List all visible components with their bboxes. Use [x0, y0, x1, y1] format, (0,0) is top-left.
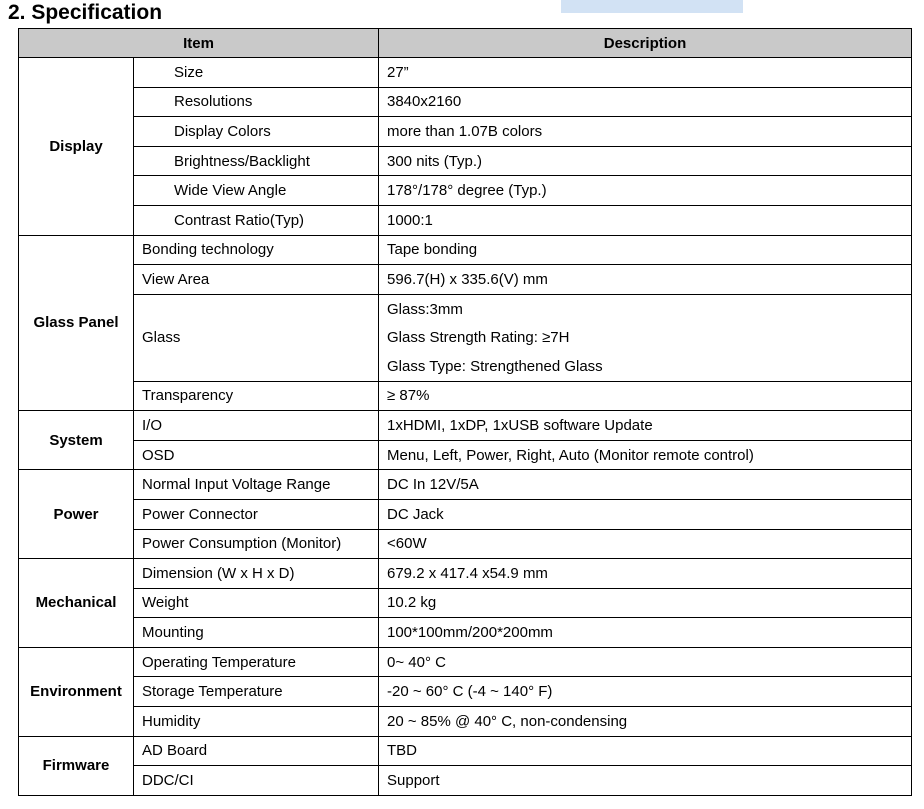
header-description: Description [379, 29, 912, 58]
row-desc: -20 ~ 60° C (-4 ~ 140° F) [379, 677, 912, 707]
section-title: 2. Specification [8, 1, 163, 24]
row-item: OSD [134, 440, 379, 470]
row-desc: 178°/178° degree (Typ.) [379, 176, 912, 206]
category-mechanical: Mechanical [19, 559, 134, 648]
row-desc: Glass Type: Strengthened Glass [379, 352, 912, 381]
row-desc: 679.2 x 417.4 x54.9 mm [379, 559, 912, 589]
table-row [19, 499, 912, 529]
header-item: Item [19, 29, 379, 58]
highlight-bar [561, 0, 743, 13]
row-item: Brightness/Backlight [134, 146, 379, 176]
table-row [19, 176, 912, 206]
category-firmware: Firmware [19, 736, 134, 795]
row-desc: Glass Strength Rating: ≥7H [379, 323, 912, 352]
table-row [19, 381, 912, 411]
table-row [19, 766, 912, 796]
table-row [19, 707, 912, 737]
row-desc: 20 ~ 85% @ 40° C, non-condensing [379, 707, 912, 737]
table-row [19, 117, 912, 147]
table-header-row [19, 29, 912, 58]
row-item: AD Board [134, 736, 379, 766]
table-row [19, 58, 912, 88]
row-desc: Menu, Left, Power, Right, Auto (Monitor remote control) [379, 440, 912, 470]
row-item: Resolutions [134, 87, 379, 117]
category-glass-panel: Glass Panel [19, 235, 134, 411]
spec-table [18, 28, 912, 796]
row-desc: TBD [379, 736, 912, 766]
row-item: Operating Temperature [134, 647, 379, 677]
category-system: System [19, 411, 134, 470]
table-row [19, 647, 912, 677]
table-row [19, 294, 912, 323]
row-item: Glass [134, 294, 379, 381]
row-item: I/O [134, 411, 379, 441]
table-row [19, 618, 912, 648]
row-item: Normal Input Voltage Range [134, 470, 379, 500]
row-desc: 10.2 kg [379, 588, 912, 618]
row-desc: 1000:1 [379, 205, 912, 235]
table-row [19, 736, 912, 766]
row-desc: ≥ 87% [379, 381, 912, 411]
table-row [19, 205, 912, 235]
row-desc: 100*100mm/200*200mm [379, 618, 912, 648]
row-item: Storage Temperature [134, 677, 379, 707]
row-desc: more than 1.07B colors [379, 117, 912, 147]
table-row [19, 146, 912, 176]
row-item: Contrast Ratio(Typ) [134, 205, 379, 235]
category-power: Power [19, 470, 134, 559]
row-desc: 3840x2160 [379, 87, 912, 117]
row-desc: Tape bonding [379, 235, 912, 265]
table-row [19, 411, 912, 441]
row-desc: DC In 12V/5A [379, 470, 912, 500]
row-desc: Glass:3mm [379, 294, 912, 323]
table-row [19, 588, 912, 618]
row-item: Size [134, 58, 379, 88]
row-item: Transparency [134, 381, 379, 411]
table-row [19, 235, 912, 265]
row-desc: 300 nits (Typ.) [379, 146, 912, 176]
row-item: Mounting [134, 618, 379, 648]
table-row [19, 677, 912, 707]
row-item: Wide View Angle [134, 176, 379, 206]
row-item: Power Consumption (Monitor) [134, 529, 379, 559]
row-desc: 596.7(H) x 335.6(V) mm [379, 265, 912, 295]
row-item: Power Connector [134, 499, 379, 529]
row-item: Display Colors [134, 117, 379, 147]
table-row [19, 87, 912, 117]
row-desc: 0~ 40° C [379, 647, 912, 677]
row-item: View Area [134, 265, 379, 295]
row-desc: Support [379, 766, 912, 796]
table-row [19, 559, 912, 589]
table-row [19, 265, 912, 295]
row-item: Dimension (W x H x D) [134, 559, 379, 589]
row-desc: 1xHDMI, 1xDP, 1xUSB software Update [379, 411, 912, 441]
row-desc: <60W [379, 529, 912, 559]
category-environment: Environment [19, 647, 134, 736]
row-item: Weight [134, 588, 379, 618]
row-desc: DC Jack [379, 499, 912, 529]
row-item: DDC/CI [134, 766, 379, 796]
table-row [19, 440, 912, 470]
table-row [19, 470, 912, 500]
category-display: Display [19, 58, 134, 236]
row-item: Humidity [134, 707, 379, 737]
row-item: Bonding technology [134, 235, 379, 265]
row-desc: 27” [379, 58, 912, 88]
table-row [19, 529, 912, 559]
